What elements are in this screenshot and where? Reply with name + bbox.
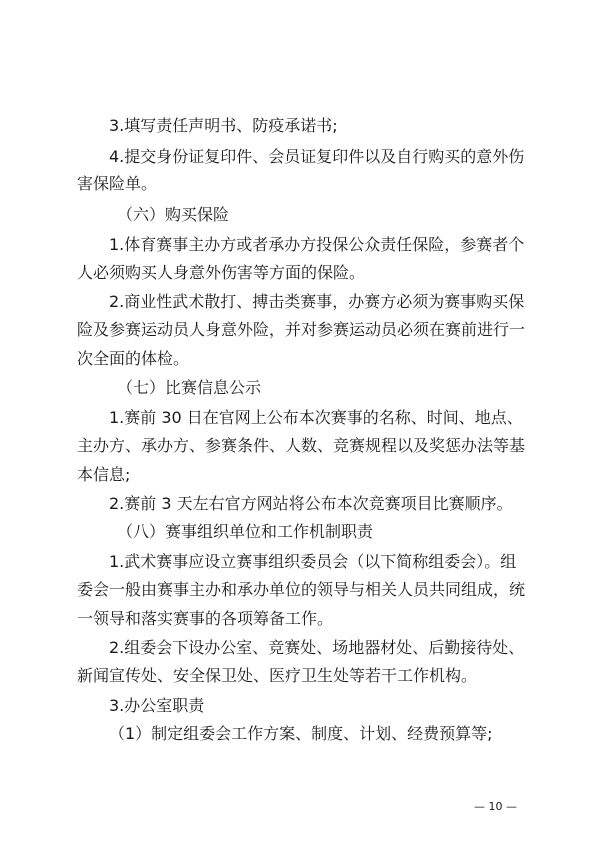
text-line: 新闻宣传处、安全保卫处、医疗卫生处等若干工作机构。 <box>77 666 478 685</box>
page-number: — 10 — <box>474 800 517 813</box>
text-line: 本信息; <box>77 465 131 484</box>
section-heading: （八）赛事组织单位和工作机制职责 <box>117 522 374 541</box>
text-line: 3.填写责任声明书、防疫承诺书; <box>109 116 338 135</box>
text-line: 委会一般由赛事主办和承办单位的领导与相关人员共同组成，统 <box>77 580 526 599</box>
text-line: 4.提交身份证复印件、会员证复印件以及自行购买的意外伤 <box>109 147 525 166</box>
text-line: 2.商业性武术散打、搏击类赛事，办赛方必须为赛事购买保 <box>109 292 525 311</box>
text-line: 险及参赛运动员人身意外险，并对参赛运动员必须在赛前进行一 <box>77 320 526 339</box>
text-line: 一领导和落实赛事的各项筹备工作。 <box>77 609 334 628</box>
text-line: （1）制定组委会工作方案、制度、计划、经费预算等; <box>109 724 493 743</box>
text-line: 1.武术赛事应设立赛事组织委员会（以下简称组委会）。组 <box>109 552 517 571</box>
text-line: 次全面的体检。 <box>77 349 190 368</box>
text-line: 3.办公室职责 <box>109 696 205 715</box>
text-line: 2.组委会下设办公室、竞赛处、场地器材处、后勤接待处、 <box>109 638 525 657</box>
section-heading: （六）购买保险 <box>117 205 230 224</box>
text-line: 2.赛前 3 天左右官方网站将公布本次竞赛项目比赛顺序。 <box>109 494 513 513</box>
section-heading: （七）比赛信息公示 <box>117 378 262 397</box>
text-line: 1.体育赛事主办方或者承办方投保公众责任保险，参赛者个 <box>109 235 525 254</box>
text-line: 人必须购买人身意外伤害等方面的保险。 <box>77 263 366 282</box>
text-line: 1.赛前 30 日在官网上公布本次赛事的名称、时间、地点、 <box>109 408 523 427</box>
text-line: 害保险单。 <box>77 174 158 193</box>
text-line: 主办方、承办方、参赛条件、人数、竞赛规程以及奖惩办法等基 <box>77 436 526 455</box>
